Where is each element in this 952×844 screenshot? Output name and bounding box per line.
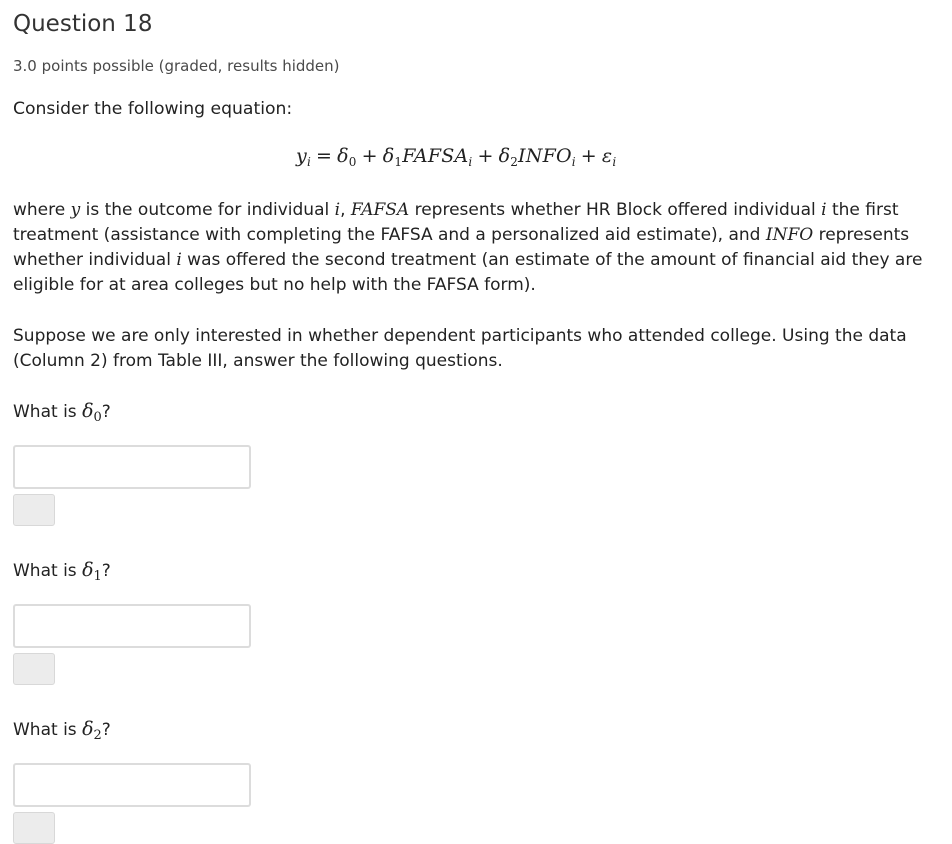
description-line-1: where y is the outcome for individual i, FAFSA represents whether HR Block offered individual i the first: [13, 200, 899, 220]
description-line-3: whether individual i was offered the second treatment (an estimate of the amount of financial aid they are: [13, 250, 923, 270]
delta-0-answer-input[interactable]: [13, 445, 251, 489]
context-line-1: Suppose we are only interested in whether dependent participants who attended college. Using the data: [13, 326, 907, 346]
description-line-2: treatment (assistance with completing the FAFSA and a personalized aid estimate), and INFO represents: [13, 225, 910, 245]
question-title: Question 18: [13, 11, 153, 37]
equation-description: [13, 198, 938, 298]
delta-0-submit-button[interactable]: [13, 494, 55, 526]
part-1-label: What is $\delta_0$?: [13, 400, 111, 425]
question-context: [13, 324, 907, 374]
delta-2-submit-button[interactable]: [13, 812, 55, 844]
delta-2-answer-input[interactable]: [13, 763, 251, 807]
question-intro: Consider the following equation:: [13, 99, 293, 119]
description-line-4: eligible for at area colleges but no help with the FAFSA form).: [13, 275, 536, 295]
delta-1-answer-input[interactable]: [13, 604, 251, 648]
context-line-2: (Column 2) from Table III, answer the following questions.: [13, 351, 503, 371]
regression-equation: $y_i = \delta_0$ + $\delta_1FAFSA_i$ + $\delta_2INFO_i + \varepsilon_i$: [296, 145, 617, 169]
part-2-label: What is $\delta_1$?: [13, 559, 111, 584]
delta-1-submit-button[interactable]: [13, 653, 55, 685]
points-info: 3.0 points possible (graded, results hidden): [13, 57, 340, 75]
part-3-label: What is $\delta_2$?: [13, 718, 111, 743]
